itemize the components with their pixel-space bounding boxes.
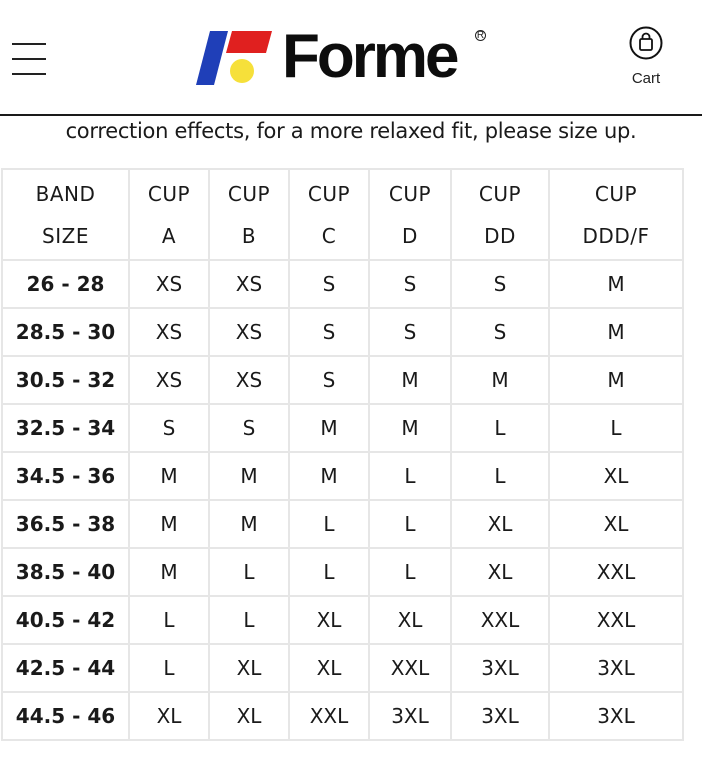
header-line: CUP <box>147 181 191 206</box>
size-cell: M <box>451 356 549 404</box>
band-size-cell: 38.5 - 40 <box>2 548 129 596</box>
size-cell: 3XL <box>549 692 683 740</box>
size-cell: M <box>209 500 289 548</box>
table-header-row <box>2 169 683 260</box>
site-header <box>0 0 702 116</box>
size-cell: XXL <box>289 692 369 740</box>
brand-mark-yellow-dot <box>230 59 254 83</box>
size-cell: M <box>129 548 209 596</box>
table-row <box>2 548 683 596</box>
header-line: B <box>241 223 257 248</box>
brand-wordmark: Forme <box>282 22 457 91</box>
size-cell: M <box>289 404 369 452</box>
menu-bar <box>12 58 46 60</box>
band-size-cell: 40.5 - 42 <box>2 596 129 644</box>
table-row <box>2 260 683 308</box>
size-cell: XL <box>209 644 289 692</box>
header-band-size <box>2 169 129 260</box>
table-row <box>2 308 683 356</box>
size-cell: M <box>369 404 451 452</box>
band-size-cell: 34.5 - 36 <box>2 452 129 500</box>
size-chart-body <box>2 260 683 740</box>
header-line: CUP <box>227 181 271 206</box>
size-cell: L <box>209 548 289 596</box>
band-size-cell: 28.5 - 30 <box>2 308 129 356</box>
size-cell: M <box>549 260 683 308</box>
size-cell: XL <box>451 500 549 548</box>
header-cup-dddf <box>549 169 683 260</box>
brand-mark-blue-stripe <box>196 31 228 85</box>
size-cell: XL <box>209 692 289 740</box>
size-cell: S <box>451 308 549 356</box>
band-size-cell: 26 - 28 <box>2 260 129 308</box>
table-row <box>2 500 683 548</box>
size-cell: XXL <box>369 644 451 692</box>
size-cell: XL <box>289 596 369 644</box>
table-row <box>2 404 683 452</box>
header-line: CUP <box>388 181 432 206</box>
size-cell: XXL <box>549 596 683 644</box>
header-line: DDD/F <box>582 223 650 248</box>
size-cell: L <box>369 500 451 548</box>
header-cup-dd <box>451 169 549 260</box>
header-cup-d <box>369 169 451 260</box>
table-row <box>2 356 683 404</box>
size-cell: XL <box>549 452 683 500</box>
size-cell: XS <box>129 356 209 404</box>
cart-label: Cart <box>631 70 661 87</box>
size-cell: XL <box>369 596 451 644</box>
size-cell: M <box>369 356 451 404</box>
band-size-cell: 42.5 - 44 <box>2 644 129 692</box>
header-line: SIZE <box>42 223 89 248</box>
header-cup-a <box>129 169 209 260</box>
size-chart-table <box>1 168 684 741</box>
size-cell: XL <box>129 692 209 740</box>
size-cell: L <box>549 404 683 452</box>
header-cup-c <box>289 169 369 260</box>
size-cell: XXL <box>549 548 683 596</box>
size-cell: M <box>549 356 683 404</box>
size-note: correction effects, for a more relaxed fit, please size up. <box>65 119 637 143</box>
size-cell: XL <box>289 644 369 692</box>
size-cell: XS <box>129 260 209 308</box>
table-row <box>2 692 683 740</box>
size-cell: 3XL <box>549 644 683 692</box>
size-cell: XS <box>129 308 209 356</box>
size-cell: L <box>369 548 451 596</box>
brand-mark-icon <box>196 31 272 85</box>
header-line: CUP <box>478 181 522 206</box>
size-cell: S <box>209 404 289 452</box>
size-cell: S <box>451 260 549 308</box>
size-cell: S <box>129 404 209 452</box>
size-cell: XS <box>209 356 289 404</box>
header-cup-b <box>209 169 289 260</box>
header-line: CUP <box>307 181 351 206</box>
menu-icon[interactable] <box>12 40 48 76</box>
size-cell: L <box>289 500 369 548</box>
size-cell: S <box>289 308 369 356</box>
band-size-cell: 30.5 - 32 <box>2 356 129 404</box>
header-line: C <box>321 223 337 248</box>
size-cell: L <box>129 596 209 644</box>
header-line: CUP <box>594 181 638 206</box>
header-line: A <box>161 223 177 248</box>
size-cell: L <box>289 548 369 596</box>
size-cell: M <box>129 452 209 500</box>
size-cell: L <box>369 452 451 500</box>
size-cell: 3XL <box>369 692 451 740</box>
header-line: BAND <box>35 181 96 206</box>
size-cell: L <box>451 452 549 500</box>
cart-button[interactable] <box>622 26 670 92</box>
size-cell: 3XL <box>451 644 549 692</box>
registered-mark: R <box>476 30 485 41</box>
size-cell: M <box>129 500 209 548</box>
size-cell: XXL <box>451 596 549 644</box>
menu-bar <box>12 43 46 45</box>
size-cell: S <box>369 308 451 356</box>
brand-logo[interactable] <box>196 22 496 91</box>
band-size-cell: 32.5 - 34 <box>2 404 129 452</box>
size-cell: XL <box>549 500 683 548</box>
size-cell: XS <box>209 308 289 356</box>
size-cell: XL <box>451 548 549 596</box>
size-cell: XS <box>209 260 289 308</box>
band-size-cell: 44.5 - 46 <box>2 692 129 740</box>
table-row <box>2 644 683 692</box>
size-cell: M <box>549 308 683 356</box>
size-cell: S <box>369 260 451 308</box>
size-cell: M <box>289 452 369 500</box>
menu-bar <box>12 73 46 75</box>
size-cell: 3XL <box>451 692 549 740</box>
size-cell: L <box>129 644 209 692</box>
header-line: D <box>402 223 418 248</box>
size-cell: S <box>289 260 369 308</box>
header-line: DD <box>484 223 516 248</box>
table-row <box>2 596 683 644</box>
brand-mark-red-stripe <box>226 31 272 53</box>
size-cell: S <box>289 356 369 404</box>
table-row <box>2 452 683 500</box>
size-cell: M <box>209 452 289 500</box>
band-size-cell: 36.5 - 38 <box>2 500 129 548</box>
size-cell: L <box>451 404 549 452</box>
shopping-bag-icon <box>629 26 663 60</box>
size-cell: L <box>209 596 289 644</box>
